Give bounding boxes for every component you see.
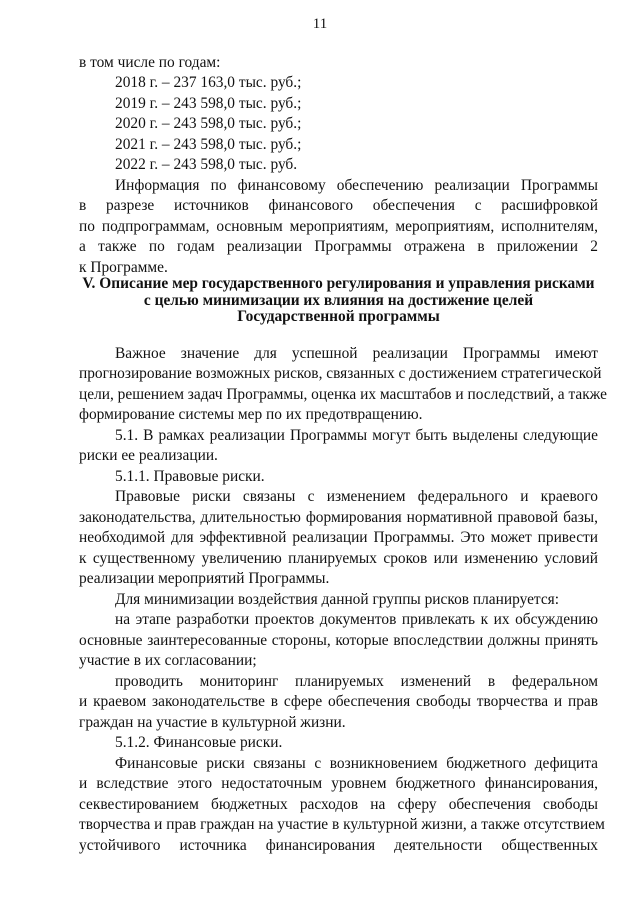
text-line: и краевом законодательстве в сфере обеспечения свободы творчества и прав [79, 693, 598, 710]
text-line: риски ее реализации. [79, 447, 218, 464]
text-line: к существенному увеличению планируемых сроков или изменению условий [79, 550, 598, 567]
text-line: в том числе по годам: [79, 54, 221, 71]
heading-line: с целью минимизации их влияния на достижение целей [143, 291, 534, 309]
text-line: реализации мероприятий Программы. [79, 570, 330, 587]
text-line: в разрезе источников финансового обеспечения с расшифровкой [79, 197, 598, 214]
text-line: а также по годам реализации Программы отражена в приложении 2 [79, 238, 598, 255]
text-line: граждан на участие в культурной жизни. [79, 714, 346, 731]
text-line: секвестированием бюджетных расходов на сферу обеспечения свободы [79, 796, 598, 813]
text-line: творчества и прав граждан на участие в культурной жизни, а также отсутствием [79, 816, 605, 833]
text-line: 5.1.1. Правовые риски. [115, 468, 265, 485]
text-line: проводить мониторинг планируемых изменений в федеральном [115, 673, 598, 690]
text-line: 2022 г. – 243 598,0 тыс. руб. [115, 156, 298, 173]
text-line: основные заинтересованные стороны, которые впоследствии должны принять [79, 632, 598, 649]
text-line: прогнозирование возможных рисков, связанных с достижением стратегической [79, 365, 602, 382]
text-line: 2020 г. – 243 598,0 тыс. руб.; [115, 115, 302, 132]
text-line: и вследствие этого недостаточным уровнем бюджетного финансирования, [79, 775, 598, 792]
text-line: по подпрограммам, основным мероприятиям, мероприятиям, исполнителям, [79, 218, 598, 235]
text-line: формирование системы мер по их предотвращению. [79, 406, 423, 423]
section-heading [79, 276, 598, 326]
page-number: 11 [312, 16, 328, 32]
text-line: цели, решением задач Программы, оценка их масштабов и последствий, а также [79, 386, 607, 403]
text-line: устойчивого источника финансирования деятельности общественных [79, 837, 598, 854]
text-line: законодательства, длительностью формирования нормативной правовой базы, [79, 509, 598, 526]
text-line: на этапе разработки проектов документов привлекать к их обсуждению [115, 611, 598, 628]
heading-line: Государственной программы [237, 308, 440, 325]
text-line: Для минимизации воздействия данной группы рисков планируется: [115, 591, 560, 608]
text-line: 5.1. В рамках реализации Программы могут быть выделены следующие [115, 427, 598, 444]
text-line: 2021 г. – 243 598,0 тыс. руб.; [115, 136, 302, 153]
text-line: Правовые риски связаны с изменением федерального и краевого [115, 488, 598, 505]
text-line: Информация по финансовому обеспечению реализации Программы [115, 177, 598, 194]
text-line: 2019 г. – 243 598,0 тыс. руб.; [115, 95, 302, 112]
heading-line: V. Описание мер государственного регулирования и управления рисками [82, 275, 595, 292]
text-line: 5.1.2. Финансовые риски. [115, 734, 283, 751]
text-line: необходимой для эффективной реализации Программы. Это может привести [79, 529, 598, 546]
text-line: участие в их согласовании; [79, 652, 257, 669]
text-line: Финансовые риски связаны с возникновением бюджетного дефицита [115, 755, 598, 772]
text-line: Важное значение для успешной реализации Программы имеют [115, 345, 598, 362]
text-line: 2018 г. – 237 163,0 тыс. руб.; [115, 74, 302, 91]
text-line: к Программе. [79, 259, 168, 276]
